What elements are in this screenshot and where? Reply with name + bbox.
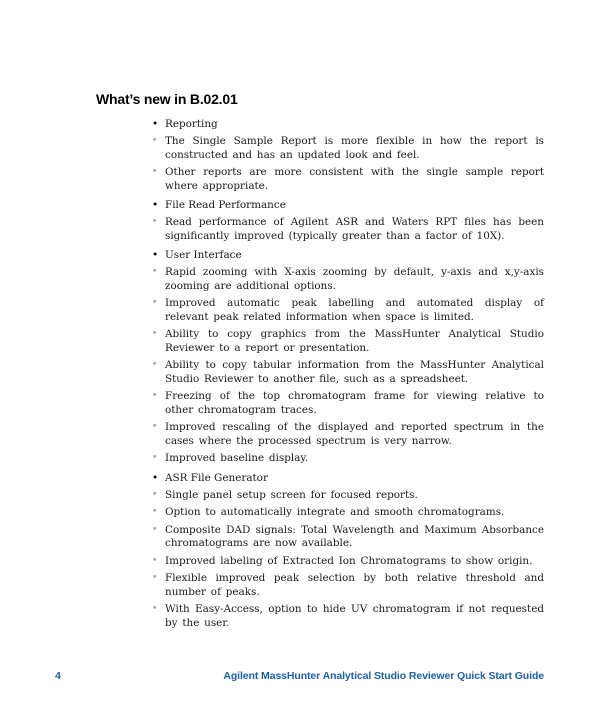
- page-number: 4: [55, 670, 61, 682]
- section-asr-file-generator: [152, 470, 544, 486]
- bullet-icon: •: [152, 199, 159, 211]
- list-item: • Rapid zooming with X-axis zooming by default, y-axis and x,y-axis zooming are additional options.: [152, 266, 544, 292]
- section-items: [152, 266, 544, 466]
- list-item: • Read performance of Agilent ASR and Waters RPT files has been significantly improved (typically greater than a factor of 10X).: [152, 216, 544, 242]
- sub-bullet-icon: •: [152, 604, 158, 614]
- list-item: • Improved automatic peak labelling and automated display of relevant peak related information when space is limited.: [152, 297, 544, 323]
- sub-bullet-icon: •: [152, 267, 158, 277]
- sub-bullet-icon: •: [152, 329, 158, 339]
- bullet-icon: •: [152, 471, 159, 484]
- sub-bullet-icon: •: [152, 524, 158, 535]
- sub-bullet-icon: •: [152, 360, 158, 370]
- section-title: Reporting: [165, 118, 218, 130]
- section-items: [152, 216, 544, 243]
- list-item: • Other reports are more consistent with the single sample report where appropriate.: [152, 166, 544, 192]
- section-items: [152, 489, 544, 631]
- list-item: • Single panel setup screen for focused reports.: [152, 488, 418, 501]
- section-title: File Read Performance: [165, 199, 286, 211]
- list-item: • Composite DAD signals: Total Wavelength and Maximum Absorbance chromatograms are now available.: [152, 523, 544, 549]
- release-notes-list: [152, 116, 544, 634]
- sub-bullet-icon: •: [152, 298, 158, 308]
- sub-bullet-icon: •: [152, 507, 158, 517]
- list-item: • Option to automatically integrate and smooth chromatograms.: [152, 506, 505, 518]
- list-item: • Improved labeling of Extracted Ion Chromatograms to show origin.: [152, 554, 533, 567]
- page-heading: What’s new in B.02.01: [96, 91, 238, 107]
- list-item: • Improved rescaling of the displayed and reported spectrum in the cases where the processed spectrum is very narrow.: [152, 421, 544, 447]
- list-item: • With Easy-Access, option to hide UV chromatogram if not requested by the user.: [152, 603, 544, 629]
- sub-bullet-icon: •: [152, 555, 158, 566]
- sub-bullet-icon: •: [152, 489, 158, 500]
- section-user-interface: [152, 247, 544, 263]
- list-item: • Improved baseline display.: [152, 452, 309, 464]
- list-item: • Ability to copy tabular information from the MassHunter Analytical Studio Reviewer to another file, such as a spreadsheet.: [152, 359, 544, 385]
- section-title: User Interface: [165, 249, 242, 261]
- section-title: ASR File Generator: [165, 471, 268, 484]
- bullet-icon: •: [152, 118, 159, 130]
- section-reporting: [152, 116, 544, 132]
- sub-bullet-icon: •: [152, 422, 158, 432]
- list-item: • Flexible improved peak selection by both relative threshold and number of peaks.: [152, 572, 544, 598]
- list-item: • Freezing of the top chromatogram frame for viewing relative to other chromatogram traces.: [152, 390, 544, 416]
- sub-bullet-icon: •: [152, 453, 158, 463]
- section-file-read-performance: [152, 197, 544, 213]
- sub-bullet-icon: •: [152, 167, 158, 177]
- sub-bullet-icon: •: [152, 573, 158, 583]
- sub-bullet-icon: •: [152, 136, 158, 146]
- guide-title: Agilent MassHunter Analytical Studio Reviewer Quick Start Guide: [223, 670, 544, 682]
- sub-bullet-icon: •: [152, 391, 158, 401]
- list-item: • The Single Sample Report is more flexible in how the report is constructed and has an updated look and feel.: [152, 135, 544, 161]
- bullet-icon: •: [152, 249, 159, 261]
- sub-bullet-icon: •: [152, 217, 158, 227]
- section-items: [152, 135, 544, 193]
- list-item: • Ability to copy graphics from the MassHunter Analytical Studio Reviewer to a report or presentation.: [152, 328, 544, 354]
